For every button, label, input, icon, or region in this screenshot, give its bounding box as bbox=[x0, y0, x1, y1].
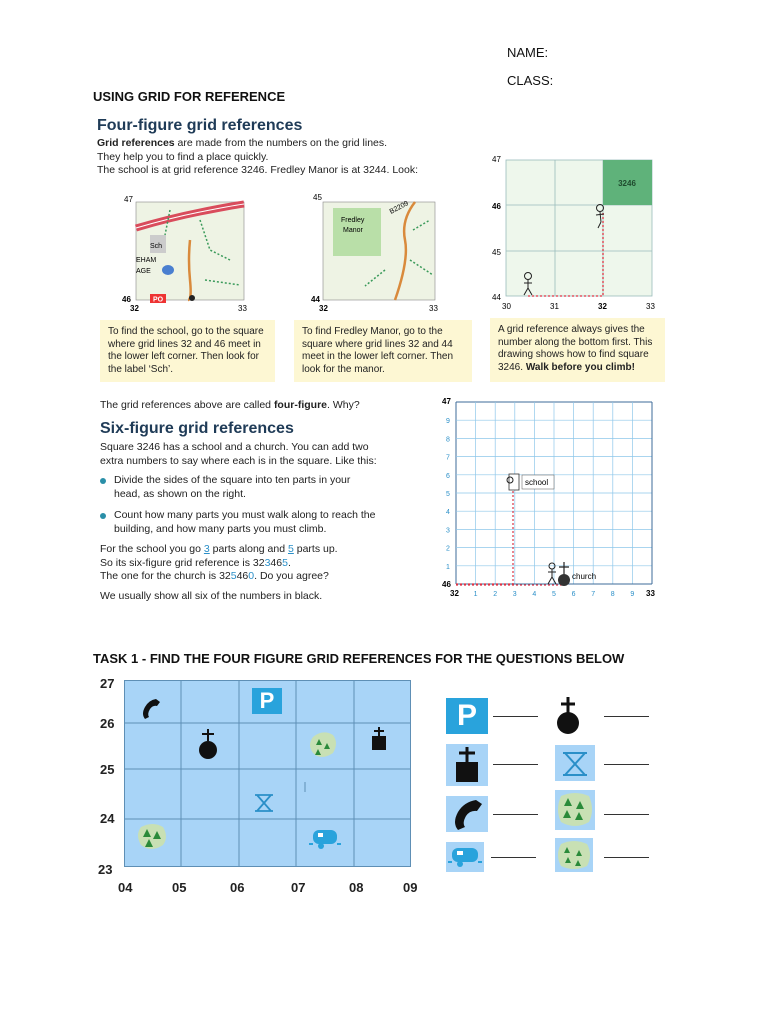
map-school-pond bbox=[162, 265, 174, 275]
six-grid-y-top: 47 bbox=[442, 397, 451, 406]
six-grid-y-bottom: 46 bbox=[442, 580, 451, 589]
grid-walk-x31: 31 bbox=[550, 302, 559, 311]
caravan-site-icon bbox=[446, 842, 484, 872]
six-grid-school-label: school bbox=[525, 478, 549, 487]
s3b: 46 bbox=[236, 570, 249, 582]
six-grid-x-label: 4 bbox=[532, 591, 537, 598]
map-school-sch: Sch bbox=[150, 243, 163, 250]
map-school-age: AGE bbox=[136, 268, 151, 275]
s2n1: 3 bbox=[264, 556, 271, 569]
six-figure-heading: Six-figure grid references bbox=[100, 420, 294, 437]
map-school-po: PO bbox=[152, 296, 164, 304]
task1-grid bbox=[124, 680, 411, 867]
six-grid-x-label: 1 bbox=[473, 591, 478, 598]
task1-x-08: 08 bbox=[349, 880, 364, 895]
picnic-site-icon bbox=[555, 745, 595, 781]
grid-walk-x30: 30 bbox=[502, 302, 511, 311]
s2n2: 5 bbox=[282, 556, 288, 569]
bullet-dot-icon bbox=[100, 513, 106, 519]
s3a: The one for the church is 32 bbox=[100, 570, 231, 582]
six-figure-text bbox=[100, 441, 430, 603]
six-grid-x-label: 8 bbox=[610, 591, 615, 598]
intro-rest: are made from the numbers on the grid lines. bbox=[174, 137, 388, 149]
key-church-icon bbox=[554, 695, 582, 735]
map-school-x-left: 32 bbox=[130, 304, 139, 313]
s1n2: 5 bbox=[287, 543, 294, 555]
map-school-marker bbox=[189, 295, 195, 301]
intro-paragraph bbox=[97, 137, 477, 178]
picnic-site-icon bbox=[253, 793, 275, 813]
s3n2: 0 bbox=[248, 570, 255, 582]
bullet-2a: Count how many parts you must walk along to reach the bbox=[114, 509, 376, 521]
bullet-2b: building, and how many parts you must climb. bbox=[114, 522, 327, 535]
answer-line-parking[interactable] bbox=[493, 716, 538, 717]
task1-y-25: 25 bbox=[100, 762, 115, 777]
answer-line-caravan[interactable] bbox=[491, 857, 536, 858]
grid-walk-climb bbox=[488, 152, 663, 314]
key-forest-tile bbox=[555, 790, 595, 830]
school-icon bbox=[509, 474, 519, 490]
map-manor-label-2: Manor bbox=[343, 227, 363, 234]
s1b: parts along and bbox=[209, 543, 288, 555]
s2a: So its six-figure grid reference is 32 bbox=[100, 556, 265, 569]
six-grid-y-label: 8 bbox=[446, 436, 450, 444]
page-title: USING GRID FOR REFERENCE bbox=[93, 89, 286, 104]
s3n1: 5 bbox=[230, 570, 237, 582]
six-grid-y-label: 4 bbox=[446, 509, 450, 517]
answer-line-forest[interactable] bbox=[604, 814, 649, 815]
name-label: NAME: bbox=[507, 45, 549, 60]
six-s3 bbox=[100, 570, 430, 584]
church-icon bbox=[197, 727, 219, 761]
church-tower-icon bbox=[370, 726, 388, 752]
task1-x-09: 09 bbox=[403, 880, 418, 895]
forest-icon bbox=[555, 790, 595, 830]
four-figure-heading: Four-figure grid references bbox=[97, 117, 303, 134]
intro-line-1 bbox=[97, 137, 477, 151]
task1-title: TASK 1 - FIND THE FOUR FIGURE GRID REFERENCES FOR THE QUESTIONS BELOW bbox=[93, 651, 625, 666]
answer-line-picnic[interactable] bbox=[604, 764, 649, 765]
map-manor-y-top: 45 bbox=[313, 193, 322, 202]
six-s1 bbox=[100, 543, 430, 557]
woodland-icon bbox=[309, 731, 339, 759]
grid-walk-x33: 33 bbox=[646, 302, 655, 311]
six-s4: We usually show all six of the numbers in black. bbox=[100, 589, 323, 602]
six-grid-y-label: 5 bbox=[446, 491, 450, 498]
six-grid-y-label: 6 bbox=[446, 472, 450, 480]
map-school bbox=[110, 190, 260, 315]
bullet-1-text bbox=[114, 474, 350, 501]
map-manor-y-bottom: 44 bbox=[311, 295, 320, 304]
church-icon bbox=[558, 574, 570, 586]
parking-icon: P bbox=[252, 688, 282, 714]
six-grid-x-right: 33 bbox=[646, 589, 655, 598]
bullet-2-text bbox=[114, 509, 375, 536]
phone-icon bbox=[141, 697, 161, 721]
intro-line-3: The school is at grid reference 3246. Fredley Manor is at 3244. Look: bbox=[97, 164, 419, 176]
map-manor-label-1: Fredley bbox=[341, 217, 365, 224]
s2b: 46 bbox=[270, 556, 283, 569]
six-grid-x-label: 3 bbox=[512, 591, 517, 598]
key-church-tower-tile bbox=[446, 744, 488, 786]
bullet-1 bbox=[100, 474, 430, 501]
key-caravan-tile bbox=[446, 842, 484, 872]
key-parking-icon: P bbox=[446, 698, 488, 734]
task1-y-24: 24 bbox=[100, 811, 115, 826]
key-picnic-tile bbox=[555, 745, 595, 781]
six-grid-school-path bbox=[456, 486, 513, 584]
task1-y-23: 23 bbox=[98, 862, 113, 877]
six-grid-x-label: 6 bbox=[571, 591, 576, 598]
woodland-icon bbox=[555, 838, 593, 872]
six-grid-x-left: 32 bbox=[450, 589, 459, 598]
six-grid-y-label: 9 bbox=[446, 418, 450, 426]
six-grid-y-inner-labels bbox=[446, 418, 450, 571]
six-grid-x-inner-labels bbox=[474, 591, 635, 598]
key-phone-tile bbox=[446, 796, 488, 832]
why-post: . Why? bbox=[327, 399, 360, 411]
why-pre: The grid references above are called bbox=[100, 399, 274, 411]
walker-body bbox=[548, 569, 556, 584]
why-question bbox=[100, 399, 360, 413]
intro-line-2: They help you to find a place quickly. bbox=[97, 150, 269, 163]
six-grid-y-label: 7 bbox=[446, 454, 450, 462]
bullet-1b: head, as shown on the right. bbox=[114, 487, 246, 500]
task1-x-04: 04 bbox=[118, 880, 133, 895]
map-school-x-right: 33 bbox=[238, 304, 247, 313]
six-s2 bbox=[100, 557, 430, 571]
task1-x-05: 05 bbox=[172, 880, 187, 895]
answer-line-phone[interactable] bbox=[493, 814, 538, 815]
s2c: . bbox=[287, 556, 291, 569]
six-figure-grid bbox=[436, 394, 668, 602]
task1-x-06: 06 bbox=[230, 880, 245, 895]
six-grid-x-label: 9 bbox=[630, 591, 635, 598]
grid-walk-x32: 32 bbox=[598, 302, 607, 311]
map-school-y-top: 47 bbox=[124, 195, 133, 204]
caption-school: To find the school, go to the square where grid lines 32 and 46 meet in the lower left corner. Then look for the label ‘Sch’. bbox=[100, 320, 275, 382]
s3c: . Do you agree? bbox=[254, 570, 329, 582]
six-grid-church-label: church bbox=[572, 572, 597, 581]
task1-y-27: 27 bbox=[100, 676, 115, 691]
bullet-dot-icon bbox=[100, 478, 106, 484]
answer-line-church-tower[interactable] bbox=[493, 764, 538, 765]
map-school-eham: EHAM bbox=[136, 257, 157, 264]
intro-bold: Grid references bbox=[97, 137, 175, 149]
six-grid-x-label: 5 bbox=[552, 591, 556, 598]
answer-line-church[interactable] bbox=[604, 716, 649, 717]
six-grid-x-label: 7 bbox=[591, 591, 596, 598]
class-label: CLASS: bbox=[507, 73, 554, 88]
bullet-2 bbox=[100, 509, 430, 536]
s1n1: 3 bbox=[203, 543, 210, 555]
caption-walk bbox=[490, 318, 665, 382]
six-p2: extra numbers to say where each is in the square. Like this: bbox=[100, 454, 377, 467]
s1a: For the school you go bbox=[100, 543, 204, 555]
forest-icon bbox=[137, 823, 169, 851]
grid-walk-square-label: 3246 bbox=[618, 179, 636, 188]
phone-icon bbox=[446, 796, 488, 832]
s1c: parts up. bbox=[293, 543, 338, 555]
map-manor-x-right: 33 bbox=[429, 304, 438, 313]
task1-x-07: 07 bbox=[291, 880, 306, 895]
answer-line-woodland[interactable] bbox=[604, 857, 649, 858]
six-grid-y-label: 2 bbox=[446, 545, 450, 553]
map-manor bbox=[305, 190, 455, 315]
church-tower-icon bbox=[446, 744, 488, 786]
map-school-y-bottom: 46 bbox=[122, 295, 131, 304]
caption-walk-bold: Walk before you climb! bbox=[525, 361, 635, 373]
six-grid-y-label: 1 bbox=[446, 563, 450, 571]
grid-walk-y46: 46 bbox=[492, 202, 501, 211]
grid-walk-y47: 47 bbox=[492, 155, 501, 164]
six-grid-y-label: 3 bbox=[446, 527, 450, 535]
key-woodland-tile bbox=[555, 838, 593, 872]
six-grid-lines bbox=[456, 402, 652, 584]
caravan-site-icon bbox=[309, 827, 341, 851]
caption-walk-text: A grid reference always gives the number along the bottom first. This drawing shows how to find square 3246. bbox=[498, 324, 653, 373]
caption-manor: To find Fredley Manor, go to the square where grid lines 32 and 44 meet in the lower left corner. Then look for the manor. bbox=[294, 320, 472, 382]
map-manor-road-label: B2209 bbox=[388, 200, 410, 216]
church-cross-icon bbox=[559, 562, 569, 574]
map-manor-x-left: 32 bbox=[319, 304, 328, 313]
six-p1: Square 3246 has a school and a church. You can add two bbox=[100, 441, 369, 453]
bullet-1a: Divide the sides of the square into ten parts in your bbox=[114, 474, 351, 486]
grid-walk-y44: 44 bbox=[492, 293, 501, 302]
why-bold: four-figure bbox=[273, 399, 328, 411]
grid-walk-y45: 45 bbox=[492, 248, 501, 257]
six-grid-x-label: 2 bbox=[493, 591, 498, 598]
task1-y-26: 26 bbox=[100, 716, 115, 731]
